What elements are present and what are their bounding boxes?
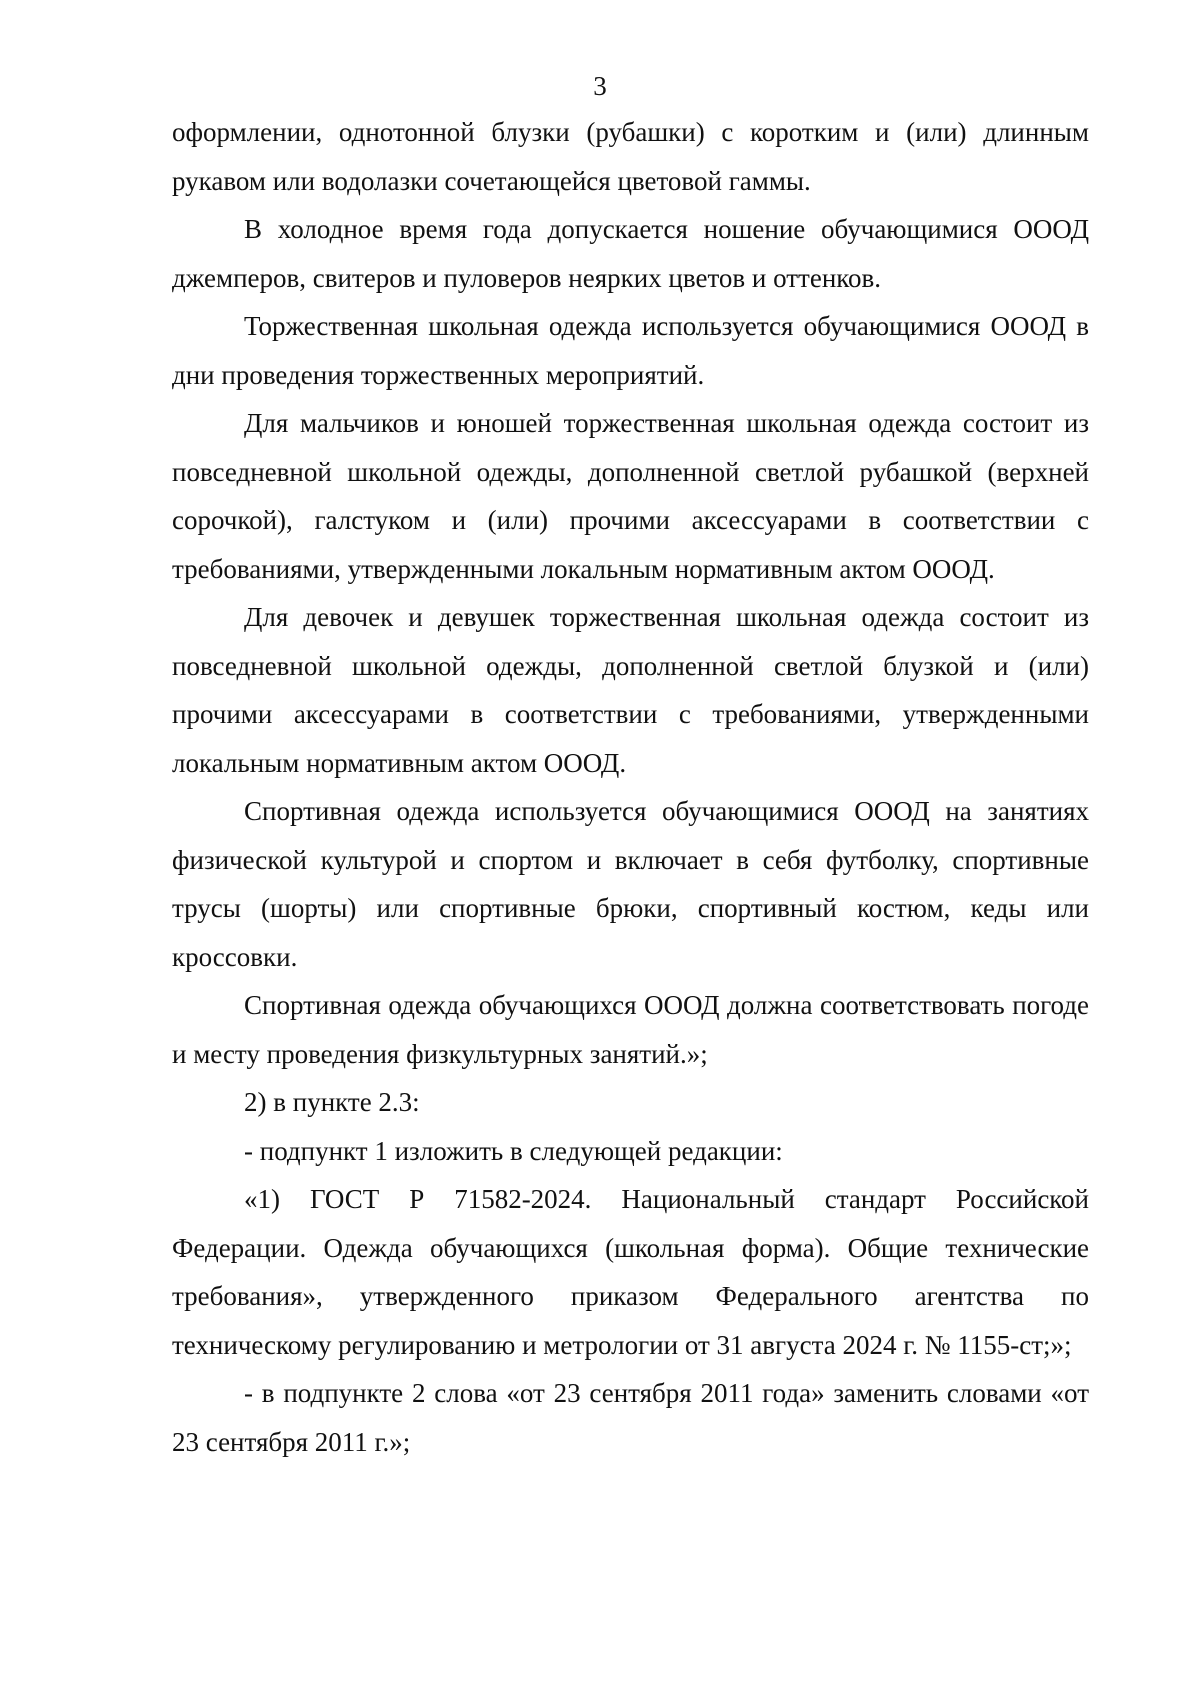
- paragraph-continuation: оформлении, однотонной блузки (рубашки) с коротким и (или) длинным рукавом или водолазки сочетающейся цветовой гаммы.: [172, 117, 1089, 196]
- page-number: 3: [593, 71, 607, 101]
- paragraph-formal-wear: Торжественная школьная одежда используется обучающимися ОООД в дни проведения торжественных мероприятий.: [172, 311, 1089, 390]
- paragraph-boys-formal: Для мальчиков и юношей торжественная школьная одежда состоит из повседневной школьной одежды, дополненной светлой рубашкой (верхней сорочкой), галстуком и (или) прочими аксессуарами в соответствии с требованиями, утвержденными локальным нормативным актом ОООД.: [172, 408, 1089, 584]
- paragraph-item-2: 2) в пункте 2.3:: [244, 1087, 420, 1117]
- paragraph-subitem-1: - подпункт 1 изложить в следующей редакции:: [244, 1135, 783, 1166]
- paragraph-girls-formal: Для девочек и девушек торжественная школьная одежда состоит из повседневной школьной одежды, дополненной светлой блузкой и (или) прочими аксессуарами в соответствии с требованиями, утвержденными локальным нормативным актом ОООД.: [172, 602, 1089, 778]
- document-body: [172, 108, 1089, 1466]
- paragraph-sportswear: Спортивная одежда используется обучающимися ОООД на занятиях физической культурой и спортом и включает в себя футболку, спортивные трусы (шорты) или спортивные брюки, спортивный костюм, кеды или кроссовки.: [172, 796, 1089, 972]
- paragraph-cold-season: В холодное время года допускается ношение обучающимися ОООД джемперов, свитеров и пуловеров неярких цветов и оттенков.: [172, 214, 1089, 293]
- paragraph-gost: «1) ГОСТ Р 71582-2024. Национальный стандарт Российской Федерации. Одежда обучающихся (школьная форма). Общие технические требования», утвержденного приказом Федерального агентства по техническому регулированию и метрологии от 31 августа 2024 г. № 1155-ст;»;: [172, 1184, 1089, 1360]
- paragraph-sportswear-weather: Спортивная одежда обучающихся ОООД должна соответствовать погоде и месту проведения физкультурных занятий.»;: [172, 990, 1089, 1069]
- paragraph-subitem-2: - в подпункте 2 слова «от 23 сентября 2011 года» заменить словами «от 23 сентября 2011 г.»;: [172, 1378, 1089, 1457]
